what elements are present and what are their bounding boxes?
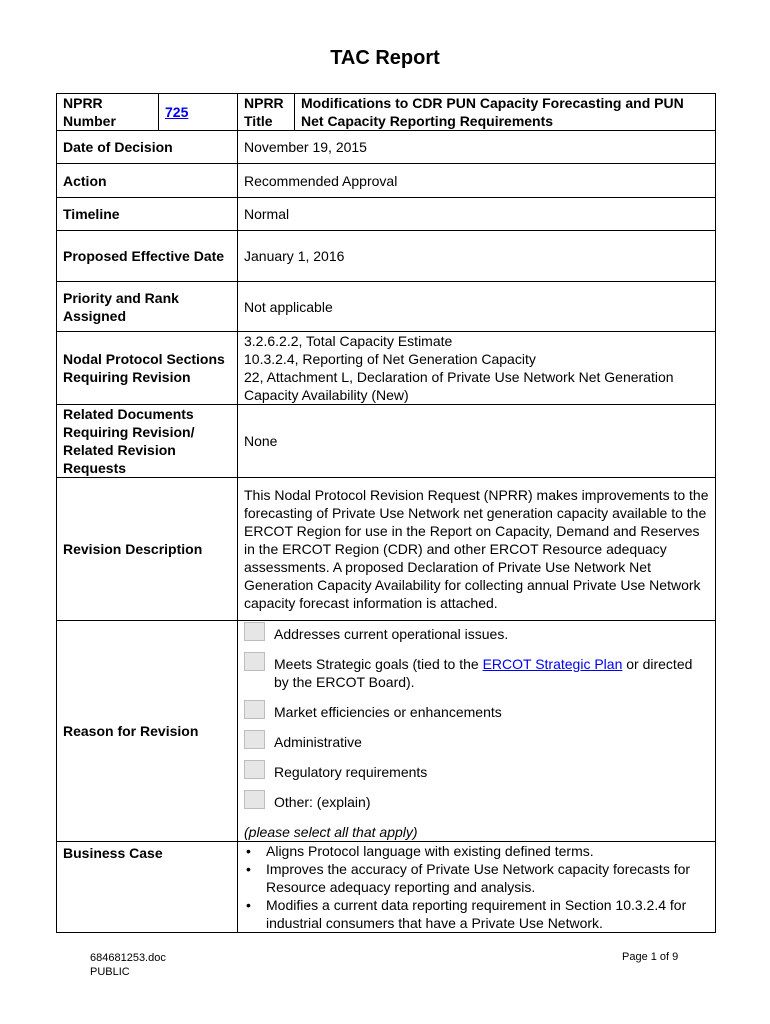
sections-value [238, 332, 716, 405]
checkbox-regulatory-requirements[interactable] [244, 760, 265, 779]
action-row [57, 164, 716, 198]
date-of-decision-label: Date of Decision [57, 131, 238, 164]
footer-filename: 684681253.doc [90, 952, 166, 964]
reason-option [244, 793, 709, 811]
business-case-value [238, 842, 716, 933]
reason-option [244, 733, 709, 751]
effective-date-row [57, 231, 716, 282]
checkbox-operational-issues[interactable] [244, 622, 265, 641]
effective-date-value: January 1, 2016 [238, 231, 716, 282]
business-case-label: Business Case [57, 842, 238, 933]
reason-option-label: Addresses current operational issues. [274, 626, 509, 642]
timeline-row [57, 198, 716, 231]
related-documents-row [57, 405, 716, 478]
reason-option [244, 655, 709, 691]
reason-option-label: Other: (explain) [274, 794, 371, 810]
business-case-bullet: • Aligns Protocol language with existing defined terms. [244, 842, 709, 860]
date-of-decision-row [57, 131, 716, 164]
reason-option-label: Meets Strategic goals (tied to the ERCOT Strategic Plan or directed by the ERCOT Board). [274, 656, 693, 690]
nprr-title-label: NPRR Title [238, 94, 295, 131]
reason-option-label: Administrative [274, 734, 362, 750]
page-title: TAC Report [330, 47, 440, 69]
section-line: 10.3.2.4, Reporting of Net Generation Capacity [244, 351, 536, 367]
footer-page-number: Page 1 of 9 [622, 951, 679, 963]
nprr-number-label: NPRR Number [57, 94, 159, 131]
ercot-strategic-plan-link[interactable]: ERCOT Strategic Plan [482, 656, 623, 672]
checkbox-other[interactable] [244, 790, 265, 809]
business-case-bullet: • Modifies a current data reporting requirement in Section 10.3.2.4 for industrial consumers that have a Private Use Network. [244, 896, 709, 932]
action-label: Action [57, 164, 238, 198]
checkbox-market-efficiencies[interactable] [244, 700, 265, 719]
reason-for-revision-label: Reason for Revision [57, 621, 238, 842]
sections-row [57, 332, 716, 405]
reason-option-label: Market efficiencies or enhancements [274, 704, 502, 720]
tac-report-table [56, 93, 716, 933]
revision-description-label: Revision Description [57, 478, 238, 621]
reason-option-label: Regulatory requirements [274, 764, 428, 780]
related-documents-value: None [238, 405, 716, 478]
checkbox-administrative[interactable] [244, 730, 265, 749]
section-line: 22, Attachment L, Declaration of Private Use Network Net Generation Capacity Availability (New) [244, 369, 674, 403]
revision-description-value: This Nodal Protocol Revision Request (NPRR) makes improvements to the forecasting of Private Use Network net generation capacity available to the ERCOT Region for use in the Report on Capacity, Demand and Reserves in the ERCOT Region (CDR) and other ERCOT Resource adequacy assessments. A proposed Declaration of Private Use Network Net Generation Capacity Availability for collecting annual Private Use Network capacity forecast information is attached. [238, 478, 716, 621]
checkbox-strategic-goals[interactable] [244, 652, 265, 671]
nprr-title: Modifications to CDR PUN Capacity Forecasting and PUN Net Capacity Reporting Requirements [295, 94, 716, 131]
action-value: Recommended Approval [238, 164, 716, 198]
priority-label: Priority and Rank Assigned [57, 282, 238, 332]
revision-description-row [57, 478, 716, 621]
priority-row [57, 282, 716, 332]
reason-option [244, 625, 709, 643]
sections-label: Nodal Protocol Sections Requiring Revision [57, 332, 238, 405]
footer-classification: PUBLIC [90, 966, 130, 978]
reason-option [244, 763, 709, 781]
nprr-number-link[interactable]: 725 [165, 104, 189, 120]
reason-for-revision-row [57, 621, 716, 842]
section-line: 3.2.6.2.2, Total Capacity Estimate [244, 333, 453, 349]
business-case-bullet: • Improves the accuracy of Private Use Network capacity forecasts for Resource adequacy reporting and analysis. [244, 860, 709, 896]
reason-options [238, 621, 716, 842]
timeline-value: Normal [238, 198, 716, 231]
related-documents-label: Related Documents Requiring Revision/ Related Revision Requests [57, 405, 238, 478]
effective-date-label: Proposed Effective Date [57, 231, 238, 282]
select-all-note: (please select all that apply) [244, 824, 418, 840]
nprr-header-row [57, 94, 716, 131]
date-of-decision-value: November 19, 2015 [238, 131, 716, 164]
reason-option [244, 703, 709, 721]
business-case-row [57, 842, 716, 933]
footer-file-info [90, 951, 166, 979]
priority-value: Not applicable [238, 282, 716, 332]
timeline-label: Timeline [57, 198, 238, 231]
